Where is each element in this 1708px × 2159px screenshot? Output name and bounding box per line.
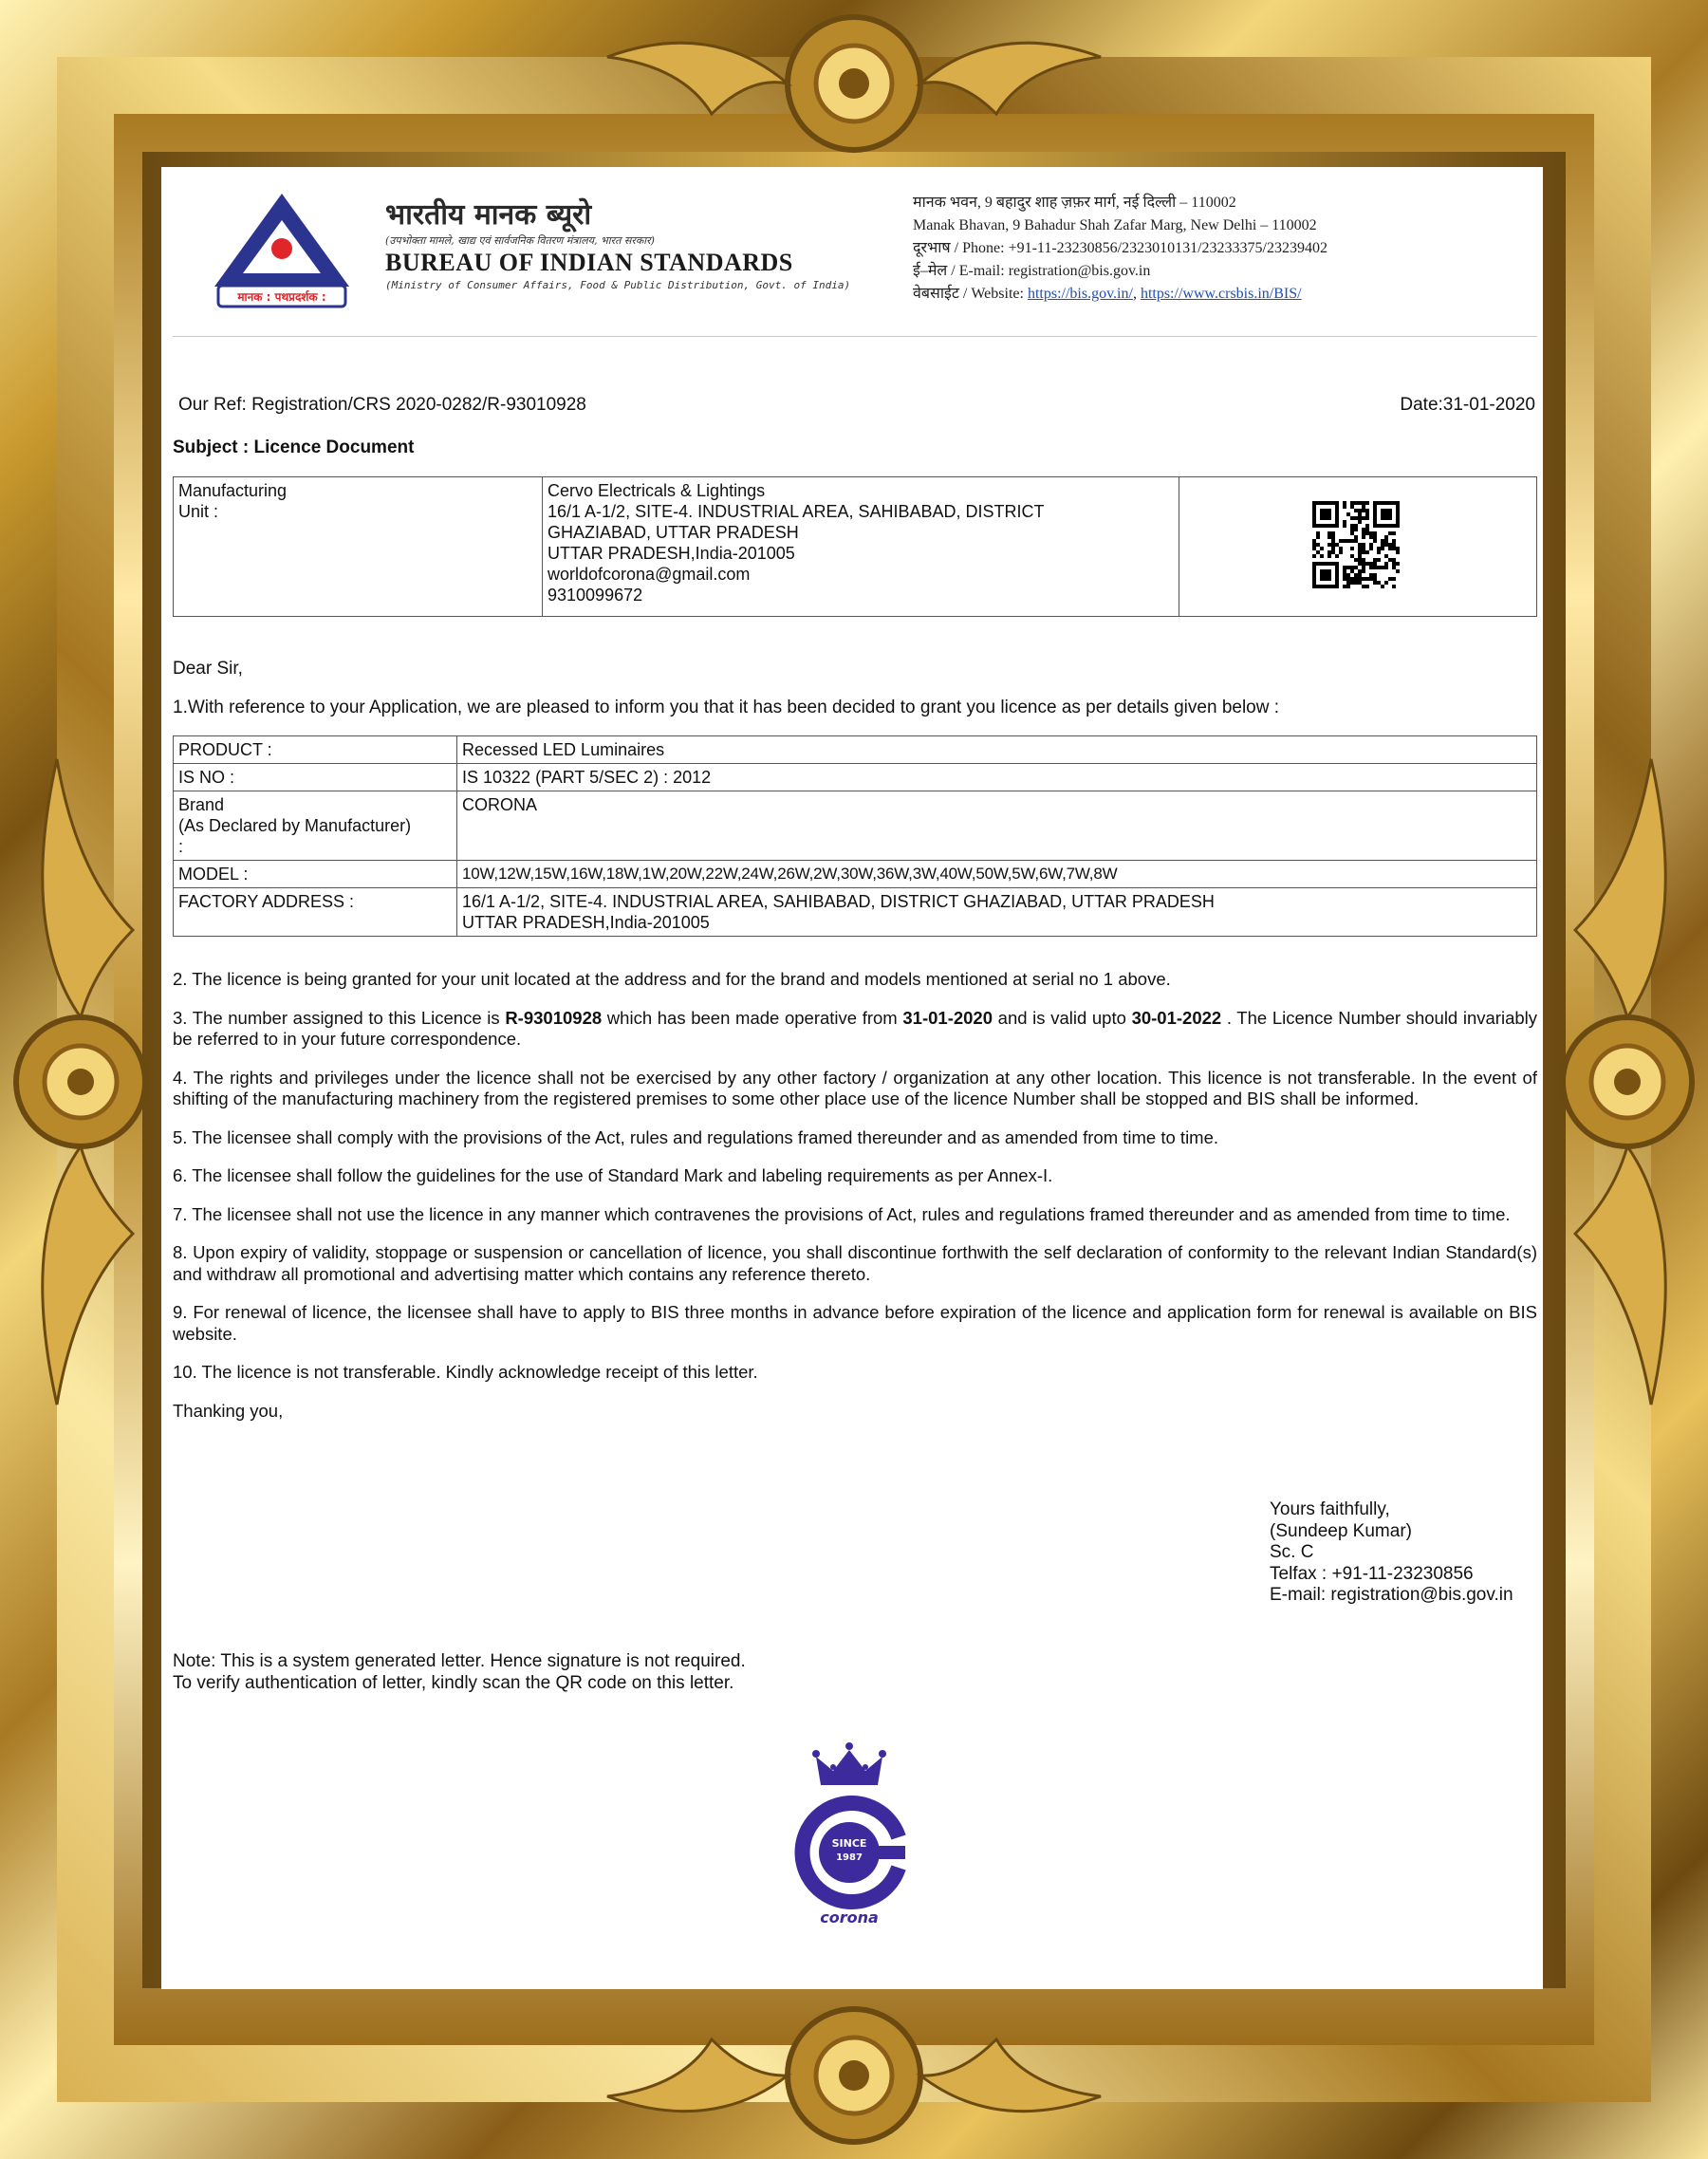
letter-date: Date:31-01-2020 <box>1400 395 1535 415</box>
paragraph-2: 2. The licence is being granted for your unit located at the address and for the brand and models mentioned at serial no 1 above. <box>173 969 1171 989</box>
brand-name: corona <box>820 1908 879 1926</box>
address-english: Manak Bhavan, 9 Bahadur Shah Zafar Marg, New Delhi – 110002 <box>913 217 1317 233</box>
table-row <box>174 736 1537 764</box>
row-key: IS NO : <box>174 764 457 791</box>
logo-motto: मानक : पथप्रदर्शक : <box>237 290 326 304</box>
valid-from-date: 31-01-2020 <box>902 1007 993 1028</box>
paragraph-5: 5. The licensee shall comply with the provisions of the Act, rules and regulations framed thereunder and as amended from time to time. <box>173 1126 1219 1147</box>
table-row <box>174 791 1537 861</box>
unit-line: UTTAR PRADESH,India-201005 <box>548 544 795 563</box>
note-line: Note: This is a system generated letter. Hence signature is not required. <box>173 1651 746 1671</box>
signature-line: Telfax : +91-11-23230856 <box>1270 1563 1474 1584</box>
paragraph-6: 6. The licensee shall follow the guidelines for the use of Standard Mark and labeling requirements as per Annex-I. <box>173 1165 1053 1185</box>
row-value: IS 10322 (PART 5/SEC 2) : 2012 <box>457 764 1537 791</box>
org-subtitle-hindi: (उपभोक्ता मामले, खाद्य एवं सार्वजनिक वितरण मंत्रालय, भारत सरकार) <box>385 234 655 247</box>
bis-logo-icon <box>211 188 353 309</box>
unit-line: GHAZIABAD, UTTAR PRADESH <box>548 523 799 542</box>
paragraph-10: 10. The licence is not transferable. Kindly acknowledge receipt of this letter. <box>173 1362 758 1382</box>
row-value: 10W,12W,15W,16W,18W,1W,20W,22W,24W,26W,2W,30W,36W,3W,40W,50W,5W,6W,7W,8W <box>457 861 1537 888</box>
signature-line: Sc. C <box>1270 1542 1314 1562</box>
signature-line: Yours faithfully, <box>1270 1499 1390 1519</box>
qr-code-icon[interactable] <box>1291 499 1424 590</box>
unit-address <box>543 477 1179 617</box>
website-label: वेबसाईट / Website: <box>913 286 1028 302</box>
website-link-bis[interactable]: https://bis.gov.in/ <box>1027 286 1133 302</box>
licence-number: R-93010928 <box>505 1007 603 1028</box>
signature-line: (Sundeep Kumar) <box>1270 1520 1412 1541</box>
thanks-line: Thanking you, <box>173 1400 284 1421</box>
paragraph-1: 1.With reference to your Application, we are pleased to inform you that it has been decided to grant you licence as per details given below : <box>173 698 1280 717</box>
paragraph-3: 3. The number assigned to this Licence is R-93010928 which has been made operative from 31-01-2020 and is valid upto 30-01-2022 . The Licence Number should invariably be referred to in your future correspondence. <box>173 1007 1538 1049</box>
row-key: Brand (As Declared by Manufacturer) : <box>174 791 457 861</box>
table-row <box>174 764 1537 791</box>
ministry-line: (Ministry of Consumer Affairs, Food & Public Distribution, Govt. of India) <box>385 279 851 291</box>
system-note <box>173 1651 746 1694</box>
letter-subject: Subject : Licence Document <box>173 437 415 457</box>
unit-line: 16/1 A-1/2, SITE-4. INDUSTRIAL AREA, SAHIBABAD, DISTRICT <box>548 502 1045 521</box>
header-divider <box>173 336 1537 337</box>
row-value: CORONA <box>457 791 1537 861</box>
row-key: FACTORY ADDRESS : <box>174 888 457 937</box>
frame-ornament-top <box>569 0 1139 167</box>
unit-label: Manufacturing Unit : <box>174 477 543 617</box>
note-line: To verify authentication of letter, kindly scan the QR code on this letter. <box>173 1672 734 1693</box>
qr-code-cell <box>1179 477 1537 617</box>
header-contact-block <box>913 192 1327 306</box>
org-name-hindi: भारतीय मानक ब्यूरो <box>385 198 592 232</box>
row-key: MODEL : <box>174 861 457 888</box>
website-separator: , <box>1132 286 1141 302</box>
product-details-table <box>173 735 1537 937</box>
unit-line: worldofcorona@gmail.com <box>548 565 751 584</box>
unit-line: Cervo Electricals & Lightings <box>548 481 766 500</box>
table-row <box>174 861 1537 888</box>
signature-block <box>1270 1499 1513 1607</box>
paragraph-9: 9. For renewal of licence, the licensee shall have to apply to BIS three months in advance before expiration of the licence and application form for renewal is available on BIS website. <box>173 1302 1537 1344</box>
licence-letter <box>161 167 1543 1989</box>
corona-brand-logo <box>778 1733 920 1932</box>
frame-ornament-bottom <box>569 1992 1139 2159</box>
row-key: PRODUCT : <box>174 736 457 764</box>
valid-to-date: 30-01-2022 <box>1131 1007 1222 1028</box>
row-value: Recessed LED Luminaires <box>457 736 1537 764</box>
address-hindi: मानक भवन, 9 बहादुर शाह ज़फ़र मार्ग, नई दिल्ली – 110002 <box>913 195 1236 211</box>
terms-paragraphs <box>173 969 1537 1439</box>
frame-ornament-left <box>0 721 161 1442</box>
brand-year: 1987 <box>836 1852 863 1863</box>
brand-since: SINCE <box>831 1837 867 1850</box>
paragraph-7: 7. The licensee shall not use the licence in any manner which contravenes the provisions of Act, rules and regulations framed thereunder and as amended from time to time. <box>173 1203 1511 1224</box>
row-value: 16/1 A-1/2, SITE-4. INDUSTRIAL AREA, SAHIBABAD, DISTRICT GHAZIABAD, UTTAR PRADESH UTTAR PRADESH,India-201005 <box>457 888 1537 937</box>
reference-number: Our Ref: Registration/CRS 2020-0282/R-93010928 <box>178 395 586 415</box>
table-row <box>174 888 1537 937</box>
paragraph-8: 8. Upon expiry of validity, stoppage or suspension or cancellation of licence, you shall discontinue forthwith the self declaration of conformity to the relevant Indian Standard(s) and withdraw all promotional and advertising matter which contains any reference thereto. <box>173 1242 1537 1284</box>
paragraph-4: 4. The rights and privileges under the licence shall not be exercised by any other factory / organization at any other location. This licence is not transferable. In the event of shifting of the manufacturing machinery from the registered premises to some other place use of the licence Number shall be stopped and BIS shall be informed. <box>173 1067 1537 1108</box>
greeting: Dear Sir, <box>173 659 243 679</box>
website-line <box>913 283 1327 306</box>
manufacturing-unit-table <box>173 476 1537 617</box>
org-name-english: BUREAU OF INDIAN STANDARDS <box>385 249 793 276</box>
frame-ornament-right <box>1547 721 1708 1442</box>
email-line: ई–मेल / E-mail: registration@bis.gov.in <box>913 263 1151 279</box>
signature-line: E-mail: registration@bis.gov.in <box>1270 1585 1513 1605</box>
phone-line: दूरभाष / Phone: +91-11-23230856/2323010131/23233375/23239402 <box>913 240 1327 256</box>
website-link-crsbis[interactable]: https://www.crsbis.in/BIS/ <box>1140 286 1302 302</box>
unit-line: 9310099672 <box>548 586 643 605</box>
